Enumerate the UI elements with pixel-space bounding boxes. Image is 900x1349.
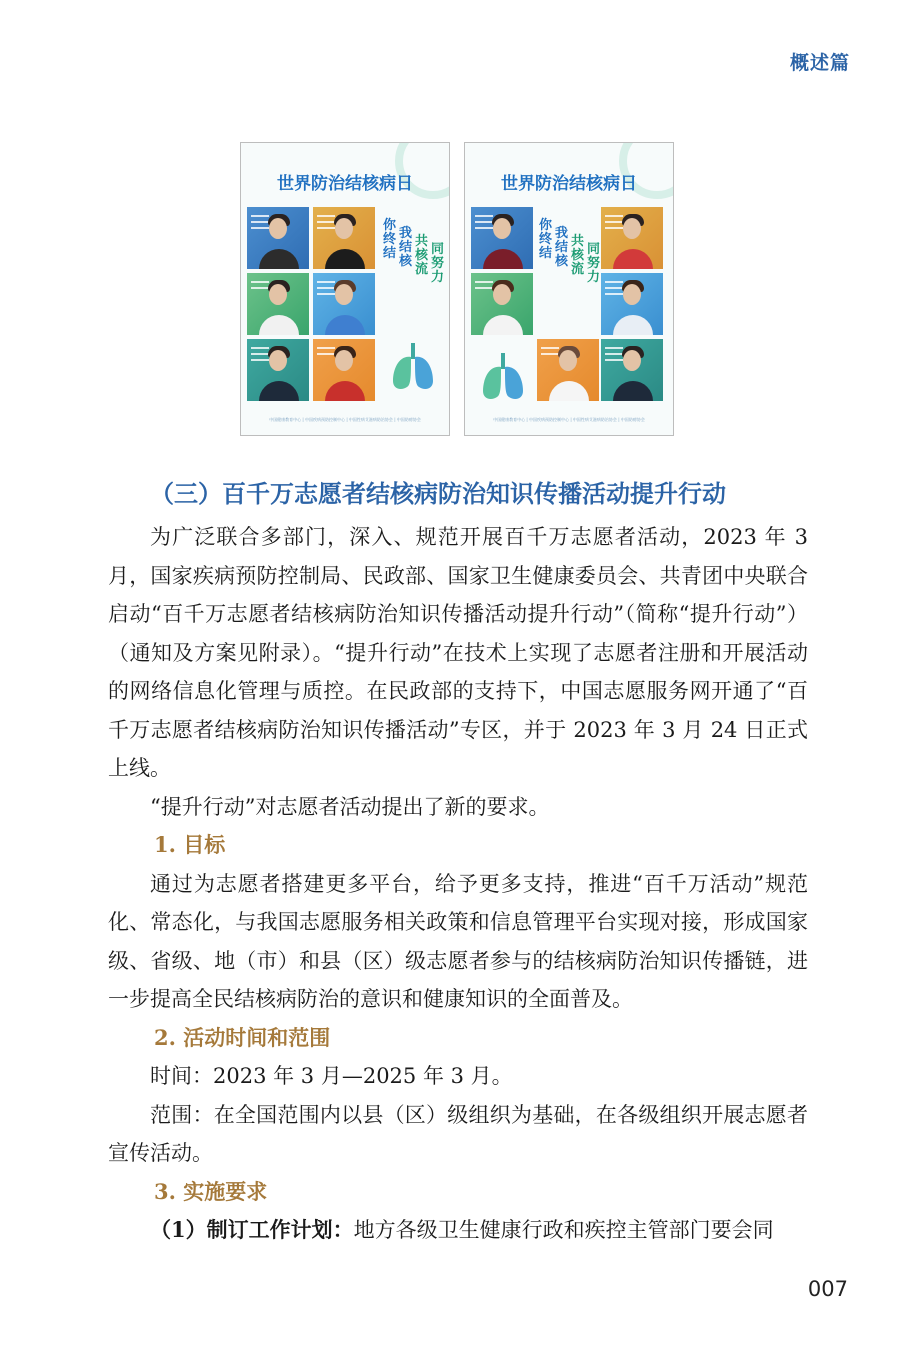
portrait-photo: [471, 273, 533, 335]
chapter-label: 概述篇: [789, 52, 850, 74]
portrait-photo: [471, 207, 533, 269]
poster-left: [240, 142, 450, 436]
subheading-requirements: 3. 实施要求: [154, 1178, 268, 1204]
portrait-photo: [247, 339, 309, 401]
portrait-photo: [247, 273, 309, 335]
paragraph: 通过为志愿者搭建更多平台，给予更多支持，推进“百千万活动”规范化、常态化，与我国志愿服务相关政策和信息管理平台实现对接，形成国家级、省级、地（市）和县（区）级志愿者参与的结核病防治知识传播链，进一步提高全民结核病防治的意识和健康知识的全面普及。: [108, 871, 808, 1011]
portrait-photo: [313, 339, 375, 401]
subheading-time-scope: 2. 活动时间和范围: [154, 1024, 331, 1050]
body-text: [108, 518, 808, 1250]
subheading-goal: 1. 目标: [154, 832, 226, 857]
paragraph: 为广泛联合多部门，深入、规范开展百千万志愿者活动，2023 年 3 月，国家疾病预防控制局、民政部、国家卫生健康委员会、共青团中央联合启动“百千万志愿者结核病防治知识传播活动提升行动”（简称“提升行动”）（通知及方案见附录）。“提升行动”在技术上实现了志愿者注册和开展活动的网络信息化管理与质控。在民政部的支持下，中国志愿服务网开通了“百千万志愿者结核病防治知识传播活动”专区，并于 2023 年 3 月 24 日正式上线。: [108, 525, 808, 780]
poster-figure: [240, 142, 672, 436]
poster-title: 世界防治结核病日: [277, 174, 413, 194]
poster-right: [464, 142, 674, 436]
portrait-photo: [537, 339, 599, 401]
portrait-photo: [247, 207, 309, 269]
poster-footer: 中国健康教育中心 | 中国疾病预防控制中心 | 中国性病艾滋病防治协会 | 中国防痨协会: [493, 417, 645, 422]
lungs-icon: [479, 351, 527, 403]
poster-footer: 中国健康教育中心 | 中国疾病预防控制中心 | 中国性病艾滋病防治协会 | 中国防痨协会: [269, 417, 421, 422]
poster-title: 世界防治结核病日: [501, 174, 637, 194]
paragraph: 范围：在全国范围内以县（区）级组织为基础，在各级组织开展志愿者宣传活动。: [108, 1102, 808, 1165]
poster-slogan: 你 终 结 我 结 核 共 核 流 同 努 力: [539, 218, 601, 285]
portrait-photo: [313, 273, 375, 335]
paragraph-lead: （1）制订工作计划：: [150, 1217, 354, 1242]
portrait-photo: [601, 273, 663, 335]
paragraph: “提升行动”对志愿者活动提出了新的要求。: [150, 794, 550, 819]
portrait-photo: [313, 207, 375, 269]
lungs-icon: [389, 341, 437, 393]
portrait-photo: [601, 339, 663, 401]
paragraph-text: 地方各级卫生健康行政和疾控主管部门要会同: [353, 1218, 774, 1242]
paragraph: [108, 1211, 808, 1250]
portrait-photo: [601, 207, 663, 269]
section-heading: （三）百千万志愿者结核病防治知识传播活动提升行动: [150, 480, 726, 508]
page-number: 007: [807, 1277, 848, 1301]
poster-slogan: 你 终 结 我 结 核 共 核 流 同 努 力: [383, 218, 445, 285]
paragraph: 时间：2023 年 3 月—2025 年 3 月。: [150, 1064, 513, 1088]
